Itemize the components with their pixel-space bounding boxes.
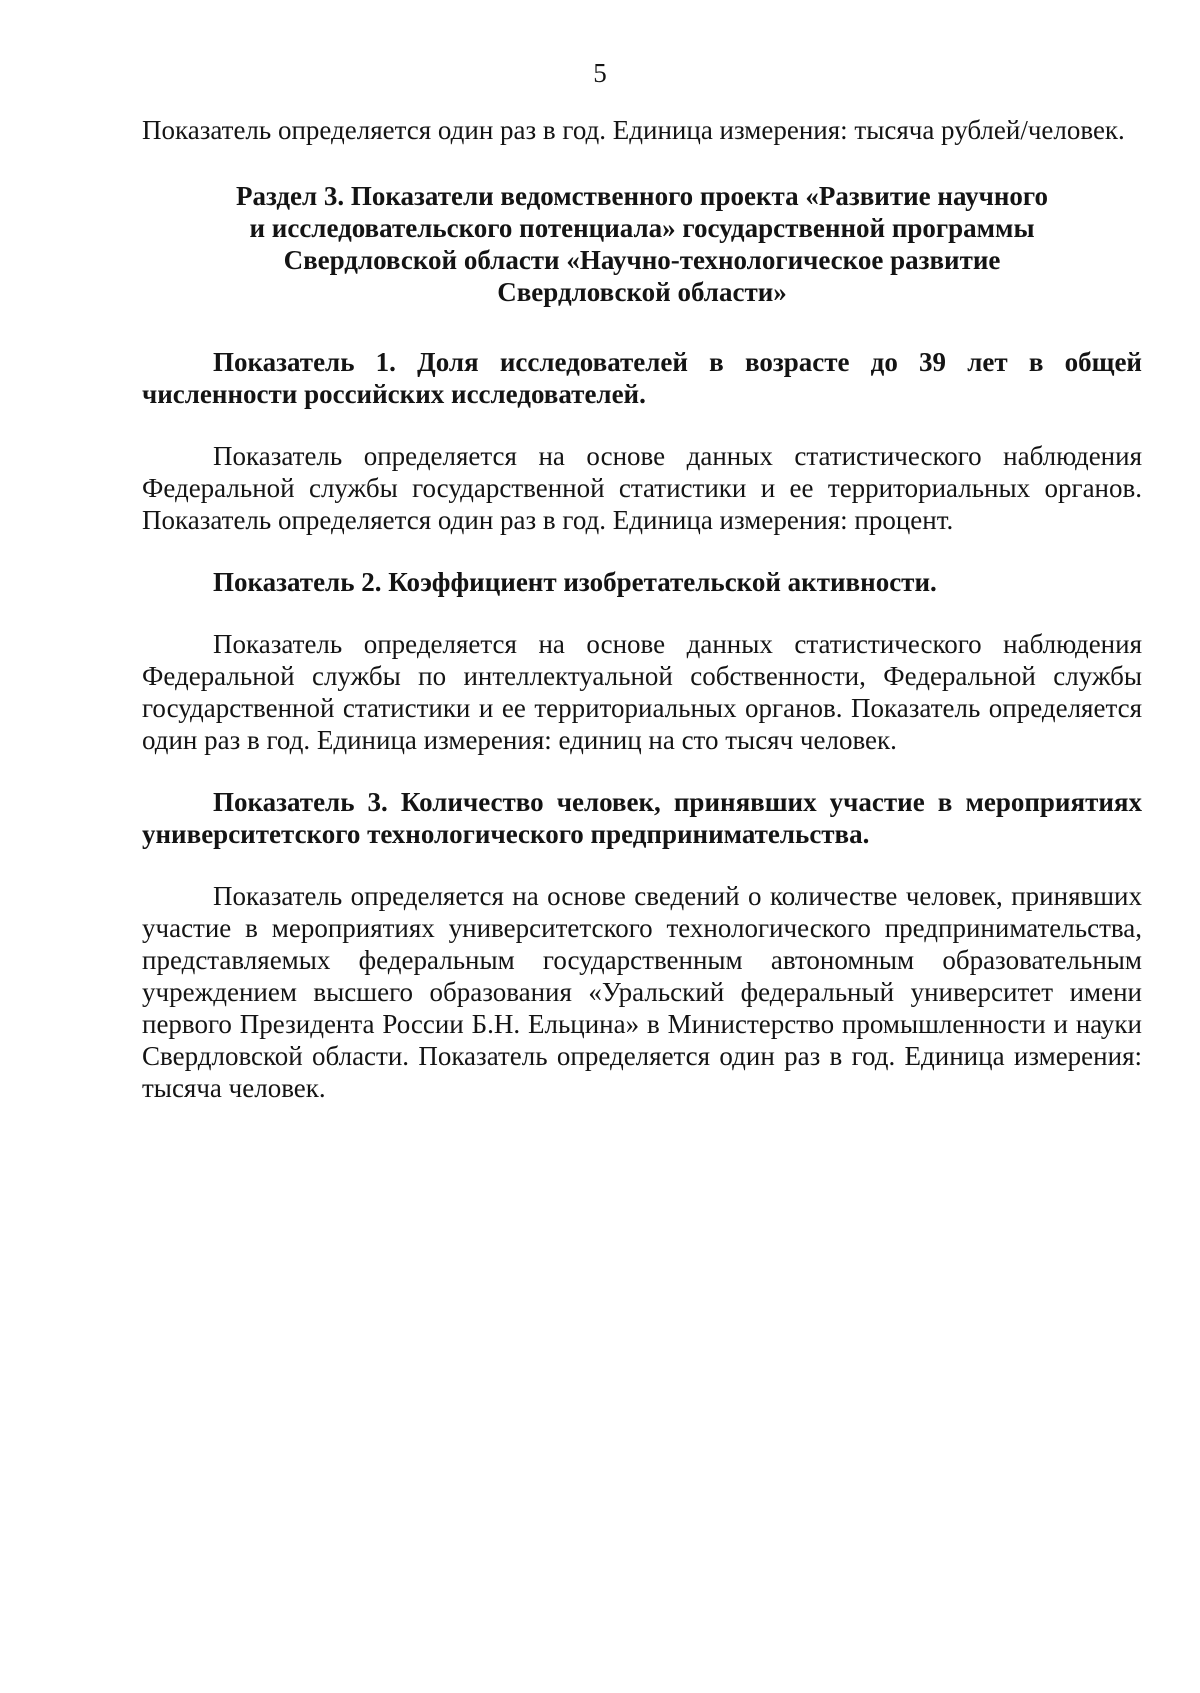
indicator-3-heading: Показатель 3. Количество человек, принявших участие в мероприятиях университетского технологического предпринимательства.: [142, 787, 1142, 849]
section-title-line: Свердловской области»: [497, 277, 787, 307]
indicator-1-heading: Показатель 1. Доля исследователей в возрасте до 39 лет в общей численности российских исследователей.: [142, 347, 1142, 409]
section-title-line: Раздел 3. Показатели ведомственного проекта «Развитие научного: [236, 181, 1048, 211]
intro-paragraph: Показатель определяется один раз в год. Единица измерения: тысяча рублей/человек.: [142, 115, 1125, 145]
page-number: 5: [593, 58, 607, 88]
indicator-3-body: Показатель определяется на основе сведений о количестве человек, принявших участие в мероприятиях университетского технологического предпринимательства, представляемых федеральным государственным автономным образовательным учреждением высшего образования «Уральский федеральный университет имени первого Президента России Б.Н. Ельцина» в Министерство промышленности и науки Свердловской области. Показатель определяется один раз в год. Единица измерения: тысяча человек.: [142, 881, 1142, 1103]
indicator-1-body: Показатель определяется на основе данных статистического наблюдения Федеральной службы государственной статистики и ее территориальных органов. Показатель определяется один раз в год. Единица измерения: процент.: [142, 441, 1142, 535]
indicator-2-heading: Показатель 2. Коэффициент изобретательской активности.: [213, 567, 937, 597]
document-body: [142, 114, 1142, 1104]
section-title: [142, 180, 1142, 308]
section-title-line: Свердловской области «Научно-технологическое развитие: [283, 245, 1001, 275]
section-title-line: и исследовательского потенциала» государственной программы: [249, 213, 1035, 243]
indicator-2-body: Показатель определяется на основе данных статистического наблюдения Федеральной службы по интеллектуальной собственности, Федеральной службы государственной статистики и ее территориальных органов. Показатель определяется один раз в год. Единица измерения: единиц на сто тысяч человек.: [142, 629, 1142, 755]
